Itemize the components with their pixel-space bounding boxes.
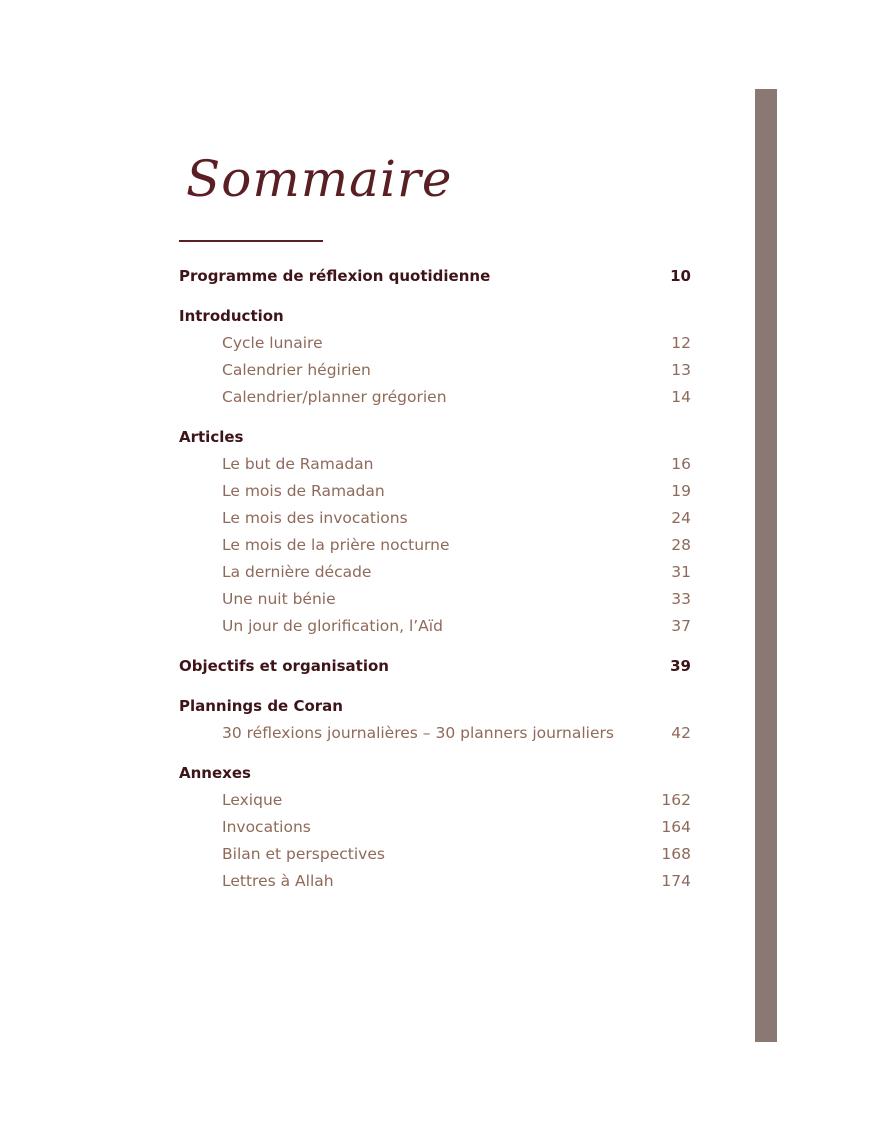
toc-entry[interactable] [179, 814, 691, 841]
toc-heading-label: Introduction [179, 307, 284, 325]
toc-entry[interactable] [179, 330, 691, 357]
toc-entry[interactable] [179, 451, 691, 478]
toc-entry-page: 168 [661, 845, 691, 863]
toc-entry-label: Lexique [222, 791, 283, 809]
page-title: Sommaire [186, 150, 453, 208]
toc-entry-page: 164 [661, 818, 691, 836]
toc-entry-label: Le mois de la prière nocturne [222, 536, 450, 554]
toc-heading-page: 10 [670, 267, 691, 285]
toc-entry[interactable] [179, 787, 691, 814]
toc-entry-page: 19 [671, 482, 691, 500]
toc-heading-label: Annexes [179, 764, 251, 782]
toc-section-programme [179, 263, 691, 290]
toc-entry-label: Cycle lunaire [222, 334, 323, 352]
toc-entry[interactable] [179, 478, 691, 505]
toc-section-introduction [179, 303, 691, 411]
decorative-side-bar [755, 89, 777, 1042]
toc-entry[interactable] [179, 384, 691, 411]
toc-heading-label: Programme de réflexion quotidienne [179, 267, 491, 285]
toc-entry[interactable] [179, 841, 691, 868]
toc-entry-page: 14 [671, 388, 691, 406]
toc-entry-page: 162 [661, 791, 691, 809]
toc-entry-label: Lettres à Allah [222, 872, 334, 890]
toc-entry-page: 42 [671, 724, 691, 742]
toc-section-plannings [179, 693, 691, 747]
toc-entry[interactable] [179, 868, 691, 895]
toc-entry-page: 12 [671, 334, 691, 352]
toc-heading-row [179, 303, 691, 330]
toc-entry[interactable] [179, 532, 691, 559]
toc-entry-page: 174 [661, 872, 691, 890]
toc-heading-label: Objectifs et organisation [179, 657, 389, 675]
toc-entry-label: 30 réflexions journalières – 30 planners journaliers [222, 724, 614, 742]
toc-entry-label: Le mois de Ramadan [222, 482, 385, 500]
toc-entry[interactable] [179, 586, 691, 613]
toc-entry-page: 33 [671, 590, 691, 608]
table-of-contents [179, 263, 691, 908]
toc-entry-label: La dernière décade [222, 563, 372, 581]
toc-entry-page: 13 [671, 361, 691, 379]
toc-entry-page: 31 [671, 563, 691, 581]
toc-entry-page: 16 [671, 455, 691, 473]
toc-entry[interactable] [179, 720, 691, 747]
toc-section-objectifs [179, 653, 691, 680]
toc-entry[interactable] [179, 357, 691, 384]
toc-entry-page: 24 [671, 509, 691, 527]
toc-heading-label: Plannings de Coran [179, 697, 343, 715]
toc-entry-label: Le but de Ramadan [222, 455, 374, 473]
toc-entry-label: Bilan et perspectives [222, 845, 385, 863]
toc-entry[interactable] [179, 505, 691, 532]
toc-entry-label: Invocations [222, 818, 311, 836]
toc-entry[interactable] [179, 613, 691, 640]
toc-entry-page: 28 [671, 536, 691, 554]
toc-heading-row [179, 693, 691, 720]
toc-section-articles [179, 424, 691, 640]
title-underline [179, 240, 323, 242]
toc-heading-row[interactable] [179, 263, 691, 290]
toc-heading-label: Articles [179, 428, 244, 446]
toc-heading-row[interactable] [179, 653, 691, 680]
toc-entry-label: Une nuit bénie [222, 590, 336, 608]
toc-entry-label: Un jour de glorification, l’Aïd [222, 617, 443, 635]
toc-heading-row [179, 424, 691, 451]
toc-heading-row [179, 760, 691, 787]
toc-heading-page: 39 [670, 657, 691, 675]
toc-entry[interactable] [179, 559, 691, 586]
toc-entry-page: 37 [671, 617, 691, 635]
toc-entry-label: Calendrier hégirien [222, 361, 371, 379]
toc-entry-label: Calendrier/planner grégorien [222, 388, 447, 406]
toc-section-annexes [179, 760, 691, 895]
toc-entry-label: Le mois des invocations [222, 509, 408, 527]
